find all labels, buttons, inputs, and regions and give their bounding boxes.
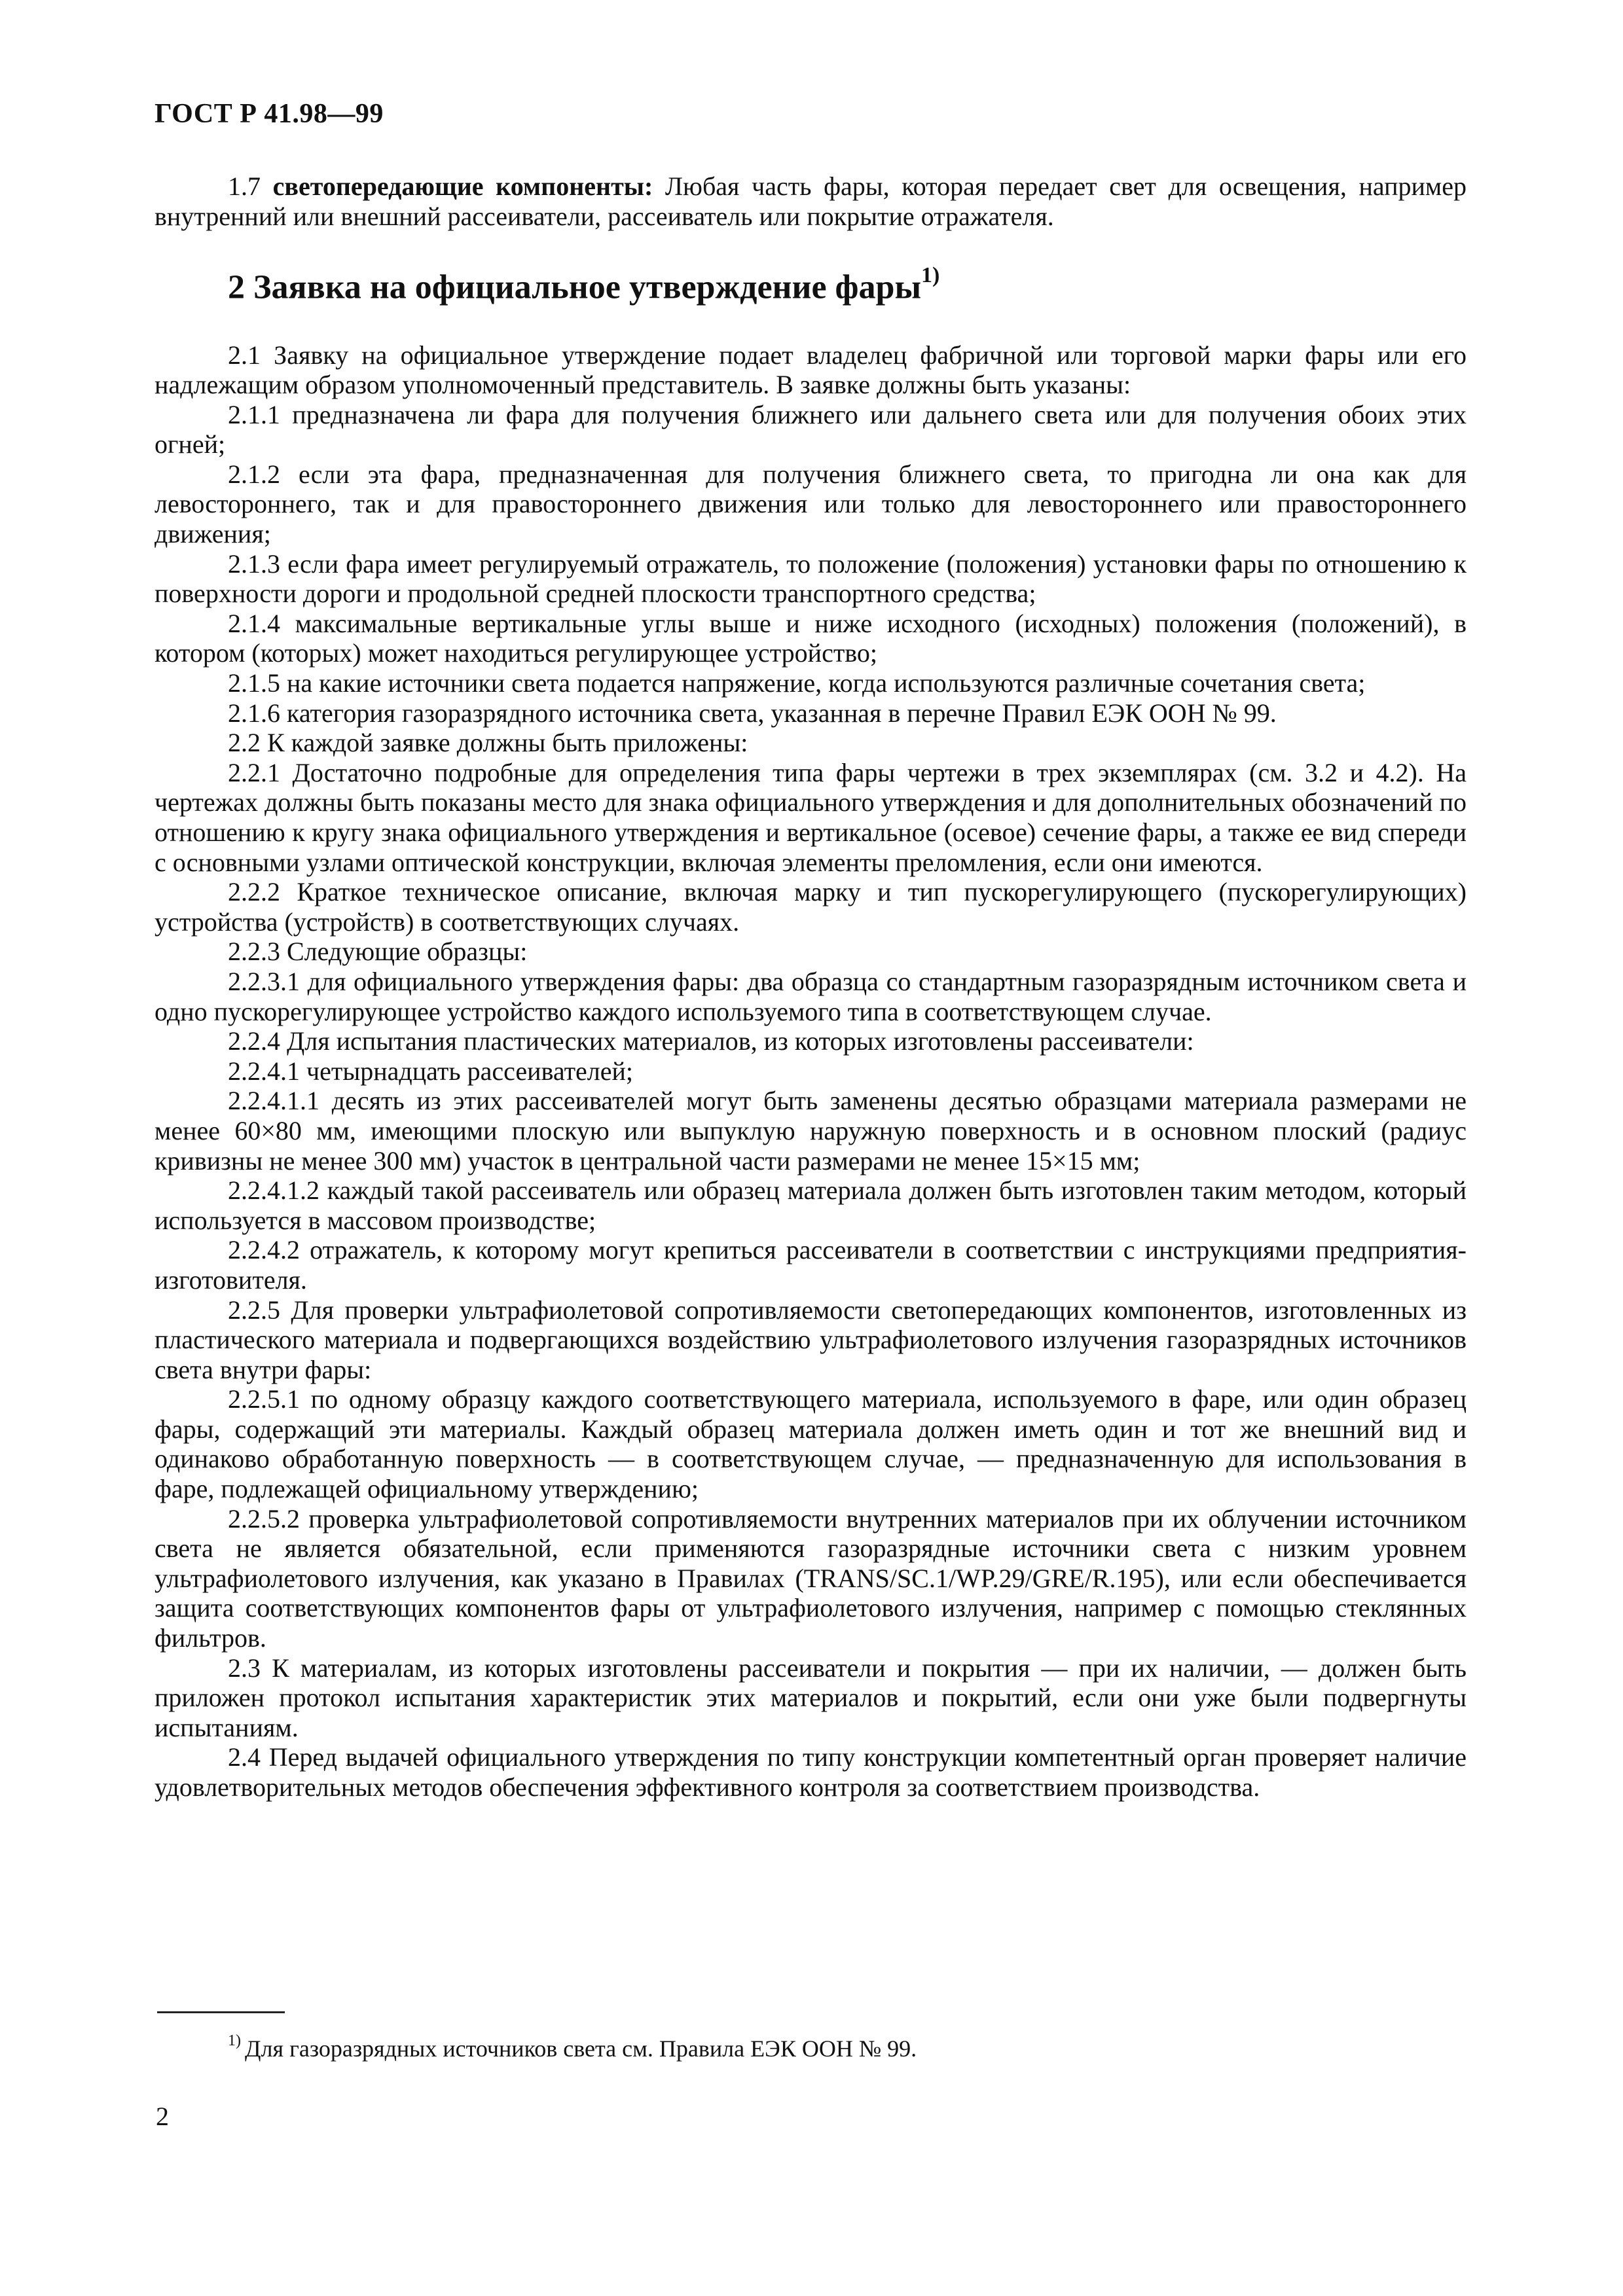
- document-body: [155, 171, 1467, 1803]
- footnote-divider: [157, 2011, 285, 2013]
- paragraph-2-2-5-2: 2.2.5.2 проверка ультрафиолетовой сопротивляемости внутренних материалов при их облучении источником света не является обязательной, если применяются газоразрядные источники света с низким уровнем ультрафиолетового излучения, как указано в Правилах (TRANS/SC.1/WP.29/GRE/R.195), или если обеспечивается защита соответствующих компонентов фары от ультрафиолетового излучения, например с помощью стеклянных фильтров.: [155, 1503, 1467, 1653]
- footnote-mark: 1): [228, 2032, 241, 2049]
- paragraph-text: Любая часть фары, которая передает свет для освещения, например внутренний или внешний рассеиватели, рассеиватель или покрытие отражателя.: [155, 171, 1467, 231]
- paragraph-2-1-1: 2.1.1 предназначена ли фара для получения ближнего или дальнего света или для получения обоих этих огней;: [155, 399, 1467, 459]
- paragraph-2-2-3: 2.2.3 Следующие образцы:: [228, 937, 528, 967]
- paragraph-2-1-4: 2.1.4 максимальные вертикальные углы выше и ниже исходного (исходных) положения (положений), в котором (которых) может находиться регулирующее устройство;: [155, 608, 1467, 668]
- page-number: 2: [156, 2102, 169, 2131]
- footnote-text: Для газоразрядных источников света см. Правила ЕЭК ООН № 99.: [245, 2036, 917, 2062]
- paragraph-2-2-4-1: 2.2.4.1 четырнадцать рассеивателей;: [228, 1056, 634, 1086]
- footnote-reference: 1): [921, 263, 940, 288]
- paragraph-2-1-6: 2.1.6 категория газоразрядного источника света, указанная в перечне Правил ЕЭК ООН № 99.: [228, 698, 1277, 728]
- paragraph-2-2-4: 2.2.4 Для испытания пластических материалов, из которых изготовлены рассеиватели:: [228, 1026, 1194, 1056]
- paragraph-2-2-1: 2.2.1 Достаточно подробные для определения типа фары чертежи в трех экземплярах (см. 3.2 и 4.2). На чертежах должны быть показаны место для знака официального утверждения и для дополнительных обозначений по отношению к кругу знака официального утверждения и вертикальное (осевое) сечение фары, а также ее вид спереди с основными узлами оптической конструкции, включая элементы преломления, если они имеются.: [155, 757, 1467, 877]
- paragraph-2-2-4-2: 2.2.4.2 отражатель, к которому могут крепиться рассеиватели в соответствии с инструкциями предприятия-изготовителя.: [155, 1235, 1467, 1295]
- paragraph-1-7: [155, 171, 1467, 231]
- section-title-text: 2 Заявка на официальное утверждение фары: [228, 268, 922, 306]
- term-definition-label: светопередающие компоненты:: [272, 171, 653, 201]
- paragraph-2-4: 2.4 Перед выдачей официального утверждения по типу конструкции компетентный орган проверяет наличие удовлетворительных методов обеспечения эффективного контроля за соответствием производства.: [155, 1742, 1467, 1803]
- paragraph-2-2-3-1: 2.2.3.1 для официального утверждения фары: два образца со стандартным газоразрядным источником света и одно пускорегулирующее устройство каждого используемого типа в соответствующем случае.: [155, 966, 1467, 1026]
- paragraph-2-2-4-1-2: 2.2.4.1.2 каждый такой рассеиватель или образец материала должен быть изготовлен таким методом, который используется в массовом производстве;: [155, 1175, 1467, 1235]
- paragraph-2-1: 2.1 Заявку на официальное утверждение подает владелец фабричной или торговой марки фары или его надлежащим образом уполномоченный представитель. В заявке должны быть указаны:: [155, 340, 1467, 400]
- paragraph-number: 1.7: [228, 171, 273, 201]
- paragraph-2-2-4-1-1: 2.2.4.1.1 десять из этих рассеивателей могут быть заменены десятью образцами материала размерами не менее 60×80 мм, имеющими плоскую или выпуклую наружную поверхность и в основном плоский (радиус кривизны не менее 300 мм) участок в центральной части размерами не менее 15×15 мм;: [155, 1086, 1467, 1175]
- paragraph-2-1-3: 2.1.3 если фара имеет регулируемый отражатель, то положение (положения) установки фары по отношению к поверхности дороги и продольной средней плоскости транспортного средства;: [155, 548, 1467, 609]
- document-code-header: ГОСТ Р 41.98—99: [155, 99, 384, 129]
- paragraph-2-2: 2.2 К каждой заявке должны быть приложены:: [228, 728, 748, 758]
- paragraph-2-2-5: 2.2.5 Для проверки ультрафиолетовой сопротивляемости светопередающих компонентов, изготовленных из пластического материала и подвергающихся воздействию ультрафиолетового излучения газоразрядных источников света внутри фары:: [155, 1295, 1467, 1384]
- paragraph-2-2-2: 2.2.2 Краткое техническое описание, включая марку и тип пускорегулирующего (пускорегулирующих) устройства (устройств) в соответствующих случаях.: [155, 877, 1467, 937]
- paragraph-2-1-5: 2.1.5 на какие источники света подается напряжение, когда используются различные сочетания света;: [228, 668, 1366, 698]
- paragraph-2-3: 2.3 К материалам, из которых изготовлены рассеиватели и покрытия — при их наличии, — должен быть приложен протокол испытания характеристик этих материалов и покрытий, если они уже были подвергнуты испытаниям.: [155, 1653, 1467, 1742]
- footnote: [228, 2029, 917, 2063]
- paragraph-2-2-5-1: 2.2.5.1 по одному образцу каждого соответствующего материала, используемого в фаре, или один образец фары, содержащий эти материалы. Каждый образец материала должен иметь один и тот же внешний вид и одинаково обработанную поверхность — в соответствующем случае, — предназначенную для использования в фаре, подлежащей официальному утверждению;: [155, 1384, 1467, 1504]
- section-2-title: [155, 259, 1467, 308]
- paragraph-2-1-2: 2.1.2 если эта фара, предназначенная для получения ближнего света, то пригодна ли она как для левостороннего, так и для правостороннего движения или только для левостороннего или правостороннего движения;: [155, 459, 1467, 549]
